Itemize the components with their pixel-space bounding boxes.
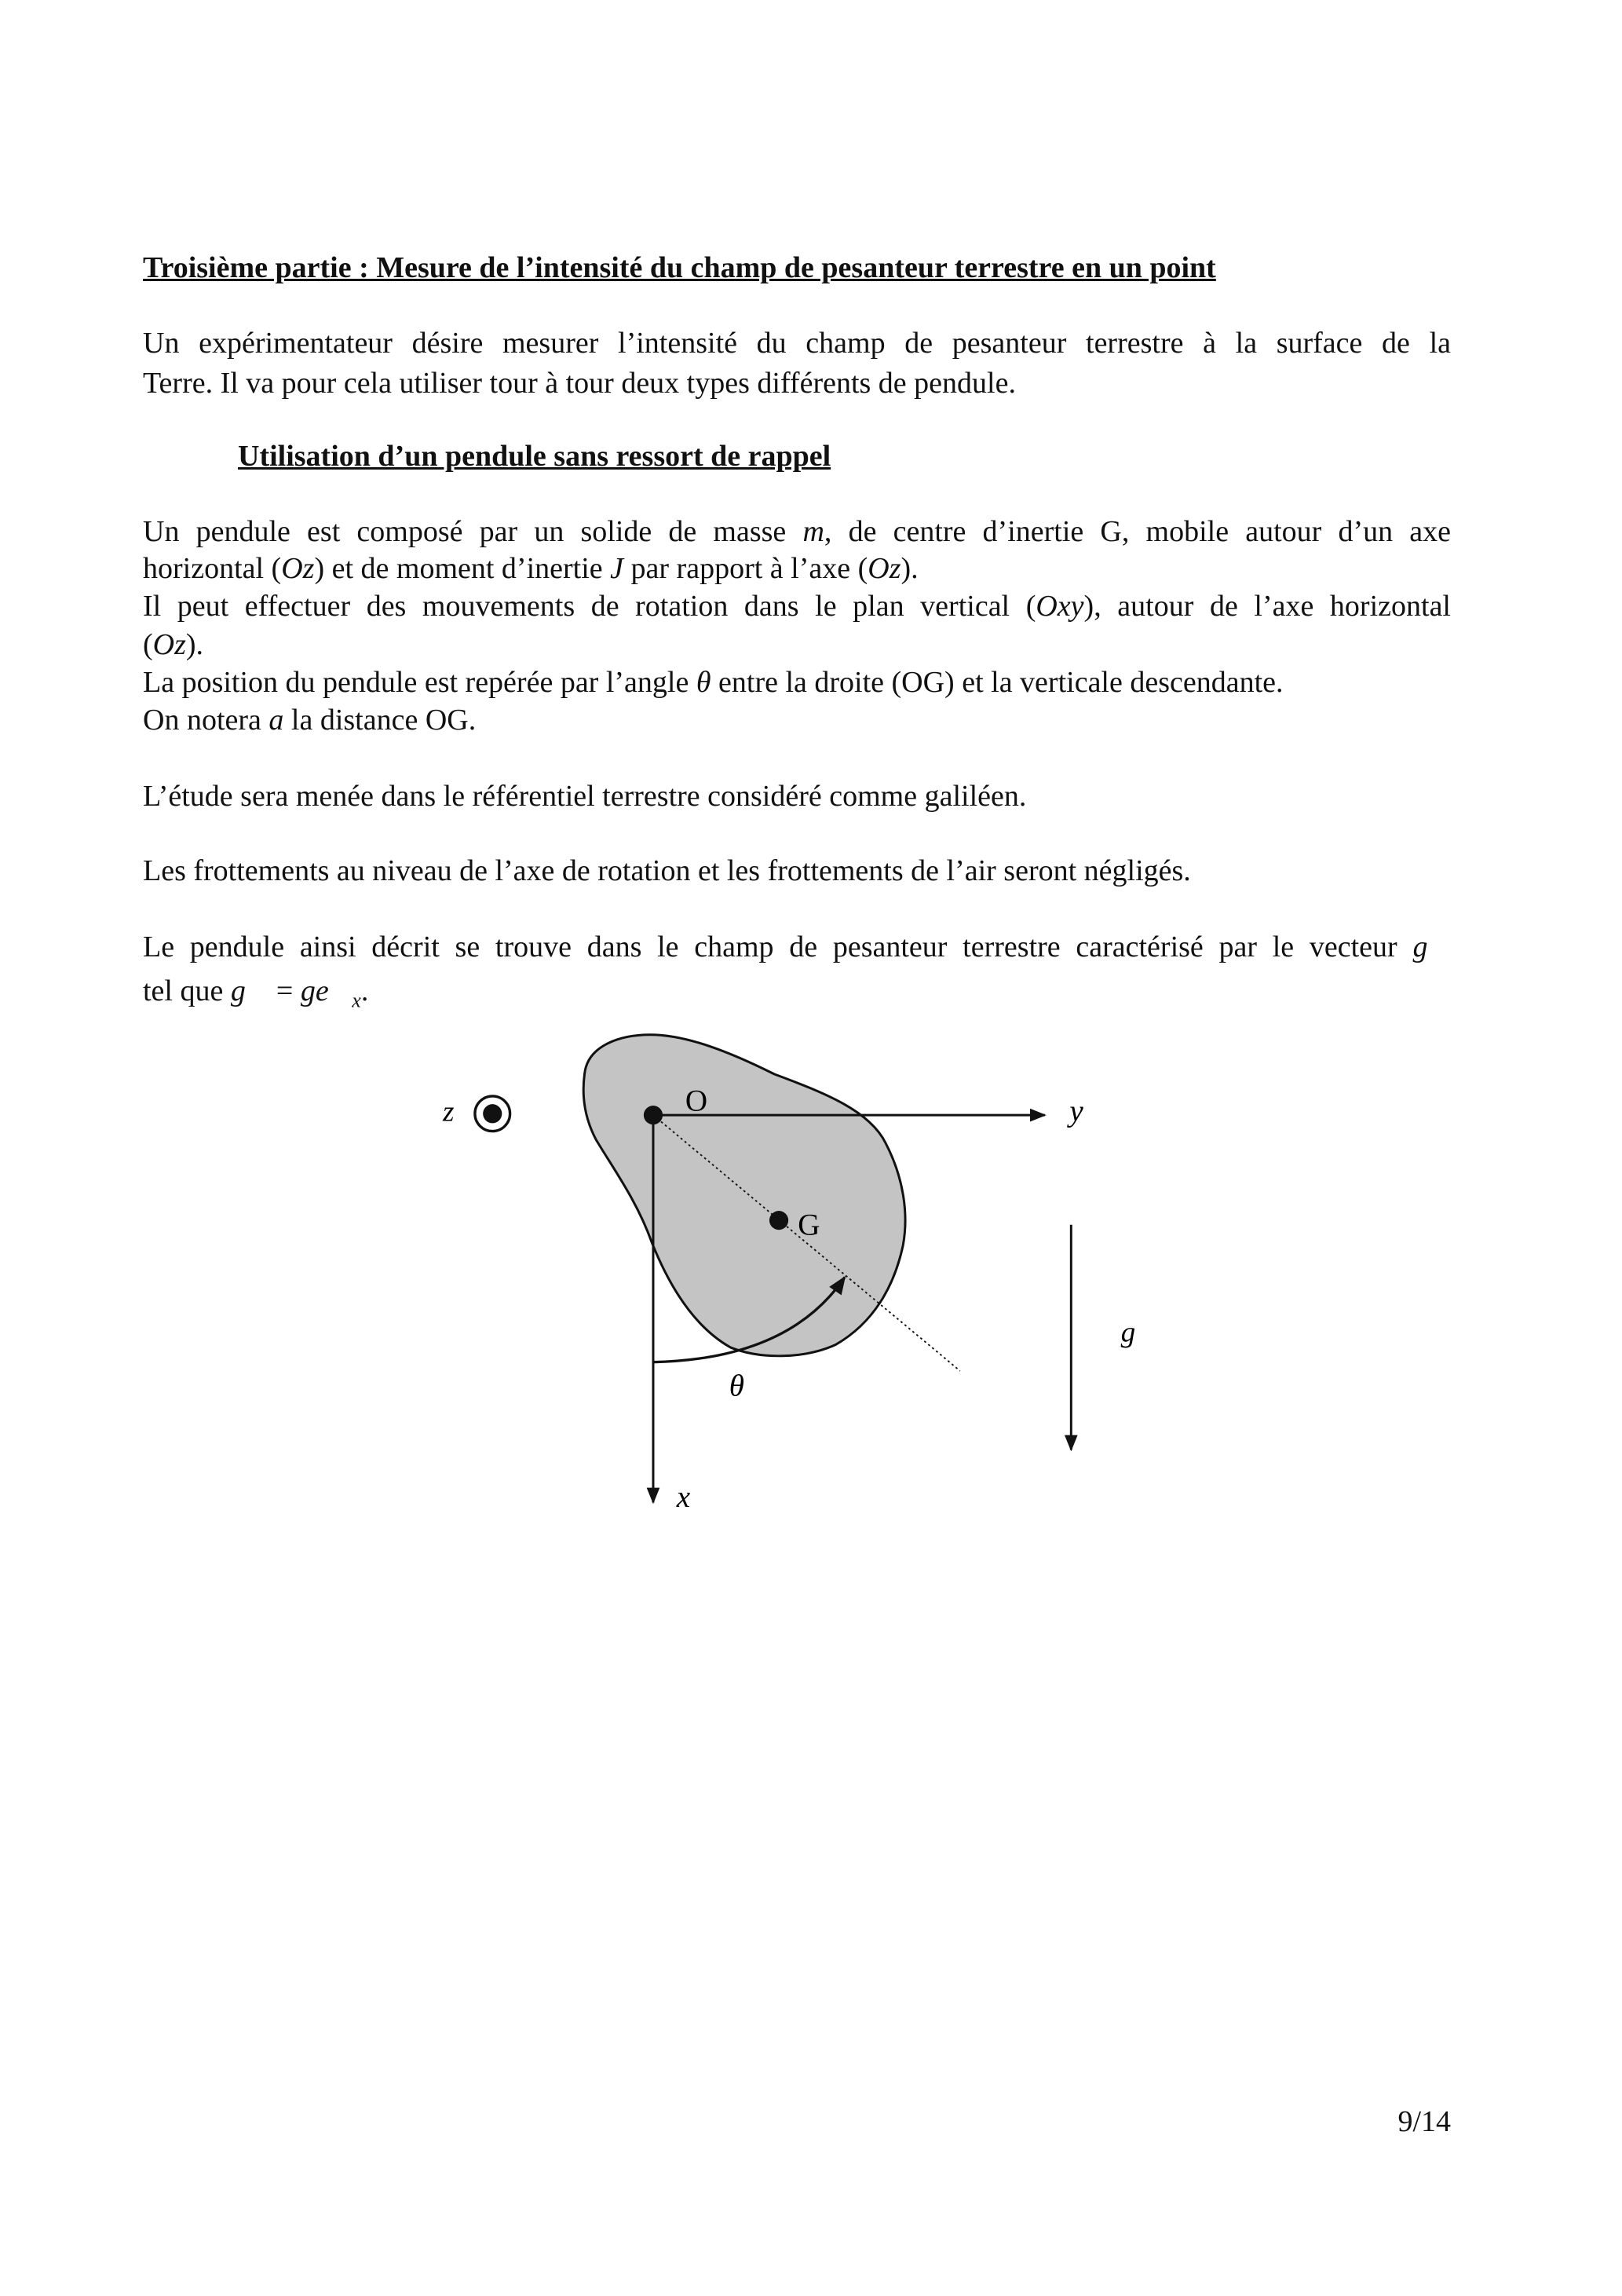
text-segment: ). [901, 552, 919, 585]
math-symbol: Oxy [1036, 590, 1084, 623]
text-segment: On notera [143, 704, 269, 737]
math-symbol: g⃗ [1412, 930, 1451, 963]
text-segment: = [269, 974, 301, 1007]
theta-label: θ [729, 1369, 744, 1403]
math-symbol: θ [696, 666, 711, 699]
origin-label: O [685, 1084, 708, 1118]
text-segment: Terre. Il va pour cela utiliser tour à tour deux types différents de pendule. [143, 367, 1016, 400]
math-symbol: ge⃗ [300, 974, 353, 1007]
x-label: x [676, 1479, 691, 1514]
subsection-title: Utilisation d’un pendule sans ressort de rappel [238, 440, 831, 473]
section-title: Troisième partie : Mesure de l’intensité du champ de pesanteur terrestre en un point [143, 251, 1216, 284]
text-segment: Un expérimentateur désire mesurer l’intensité du champ de pesanteur terrestre à la surface de la [143, 327, 1451, 360]
math-symbol: J [610, 552, 624, 585]
text-segment: . [360, 974, 369, 1007]
origin-point [644, 1106, 663, 1124]
g-point-label: G [798, 1208, 820, 1242]
math-symbol: g⃗ [230, 974, 269, 1007]
text-segment: par rapport à l’axe ( [623, 552, 868, 585]
text-segment: ( [143, 628, 153, 661]
text-segment: entre la droite (OG) et la verticale descendante. [711, 666, 1284, 699]
text-segment: la distance OG. [283, 704, 477, 737]
text-segment: , de centre d’inertie G, mobile autour d’un axe [824, 515, 1451, 548]
math-symbol: x [352, 989, 361, 1012]
text-segment: horizontal ( [143, 552, 282, 585]
text-segment: Il peut effectuer des mouvements de rotation dans le plan vertical ( [143, 590, 1036, 623]
math-symbol: Oz [281, 552, 315, 585]
text-segment: Le pendule ainsi décrit se trouve dans le champ de pesanteur terrestre caractérisé par le vecteur [143, 930, 1413, 963]
text-segment: ) et de moment d’inertie [314, 552, 611, 585]
text-segment: ), autour de l’axe horizontal [1083, 590, 1451, 623]
y-label: y [1069, 1094, 1083, 1128]
text-segment: La position du pendule est repérée par l’angle [143, 666, 696, 699]
text-segment: tel que [143, 974, 231, 1007]
z-label: z [442, 1095, 455, 1128]
page-number: 9/14 [1397, 2105, 1451, 2138]
math-symbol: Oz [152, 628, 186, 661]
pendulum-solid [583, 1035, 905, 1356]
math-symbol: a [269, 704, 284, 737]
g-vector-label: g⃗ [1120, 1316, 1159, 1349]
friction-text: Les frottements au niveau de l’axe de rotation et les frottements de l’air seront négligés. [143, 854, 1191, 887]
text-segment: Un pendule est composé par un solide de masse [143, 515, 803, 548]
z-axis-dot [483, 1104, 502, 1123]
referential-text: L’étude sera menée dans le référentiel terrestre considéré comme galiléen. [143, 780, 1027, 813]
math-symbol: m [802, 515, 824, 548]
math-symbol: Oz [868, 552, 901, 585]
center-of-mass-point [769, 1211, 788, 1230]
text-segment: ). [185, 628, 204, 661]
